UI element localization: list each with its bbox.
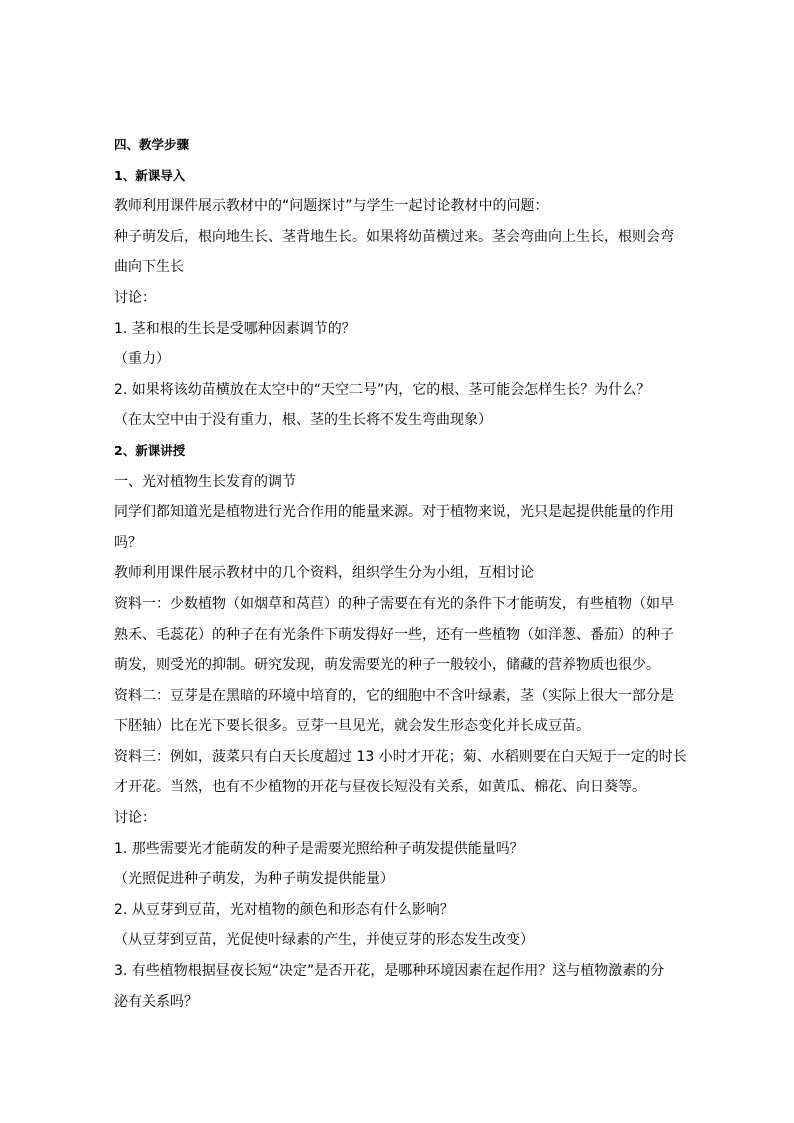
question-line: 2. 如果将该幼苗横放在太空中的“天空二号”内，它的根、茎可能会怎样生长？为什么？ bbox=[114, 381, 651, 398]
section-heading: 四、教学步骤 bbox=[114, 137, 190, 152]
material-line: 才开花。当然，也有不少植物的开花与昼夜长短没有关系，如黄瓜、棉花、向日葵等。 bbox=[114, 779, 646, 796]
answer-line: （在太空中由于没有重力，根、茎的生长将不发生弯曲现象） bbox=[114, 412, 492, 429]
paragraph-line: 教师利用课件展示教材中的“问题探讨”与学生一起讨论教材中的问题： bbox=[114, 198, 549, 215]
topic-heading: 一、光对植物生长发育的调节 bbox=[114, 473, 296, 490]
document-body bbox=[114, 130, 687, 1017]
paragraph-line: 教师利用课件展示教材中的几个资料，组织学生分为小组，互相讨论 bbox=[114, 565, 534, 582]
subsection-heading-intro: 1、新课导入 bbox=[114, 167, 186, 183]
answer-line: （光照促进种子萌发，为种子萌发提供能量） bbox=[114, 871, 394, 888]
question-line: 3. 有些植物根据昼夜长短“决定”是否开花，是哪种环境因素在起作用？这与植物激素的分 bbox=[114, 963, 665, 980]
question-line: 泌有关系吗？ bbox=[114, 993, 198, 1010]
material-line: 资料三：例如，菠菜只有白天长度超过 13 小时才开花；菊、水稻则要在白天短于一定的时长 bbox=[114, 748, 687, 765]
material-line: 资料二：豆芽是在黑暗的环境中培育的，它的细胞中不含叶绿素，茎（实际上很大一部分是 bbox=[114, 687, 674, 704]
question-line: 2. 从豆芽到豆苗，光对植物的颜色和形态有什么影响？ bbox=[114, 901, 454, 918]
paragraph-line: 曲向下生长 bbox=[114, 259, 184, 276]
discussion-label: 讨论： bbox=[114, 810, 156, 827]
paragraph-line: 吗？ bbox=[114, 534, 142, 551]
material-line: 萌发，则受光的抑制。研究发现，萌发需要光的种子一般较小，储藏的营养物质也很少。 bbox=[114, 657, 660, 674]
answer-line: （重力） bbox=[114, 351, 170, 368]
material-line: 资料一：少数植物（如烟草和莴苣）的种子需要在有光的条件下才能萌发，有些植物（如早 bbox=[114, 595, 674, 612]
material-line: 熟禾、毛蕊花）的种子在有光条件下萌发得好一些，还有一些植物（如洋葱、番茄）的种子 bbox=[114, 626, 674, 643]
discussion-label: 讨论： bbox=[114, 289, 156, 306]
question-line: 1. 那些需要光才能萌发的种子是需要光照给种子萌发提供能量吗？ bbox=[114, 840, 524, 857]
subsection-heading-lecture: 2、新课讲授 bbox=[114, 442, 186, 458]
answer-line: （从豆芽到豆苗，光促使叶绿素的产生，并使豆芽的形态发生改变） bbox=[114, 932, 534, 949]
material-line: 下胚轴）比在光下要长很多。豆芽一旦见光，就会发生形态变化并长成豆苗。 bbox=[114, 718, 590, 735]
question-line: 1. 茎和根的生长是受哪种因素调节的？ bbox=[114, 320, 356, 337]
paragraph-line: 种子萌发后，根向地生长、茎背地生长。如果将幼苗横过来。茎会弯曲向上生长，根则会弯 bbox=[114, 228, 674, 245]
paragraph-line: 同学们都知道光是植物进行光合作用的能量来源。对于植物来说，光只是起提供能量的作用 bbox=[114, 504, 674, 521]
